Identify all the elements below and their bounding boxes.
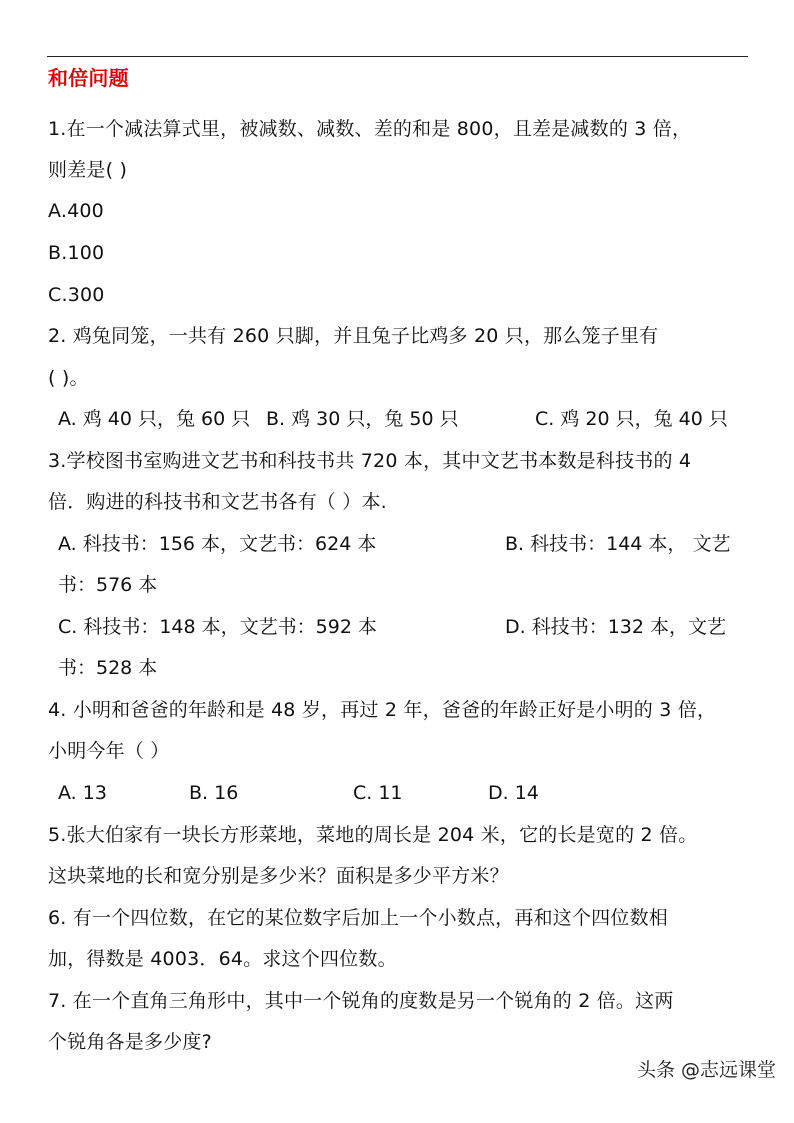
question-7-line-2: 个锐角各是多少度? bbox=[48, 1031, 212, 1053]
question-1-option-b: B.100 bbox=[48, 242, 105, 264]
question-4-line-1: 4. 小明和爸爸的年龄和是 48 岁，再过 2 年，爸爸的年龄正好是小明的 3 倍， bbox=[48, 699, 717, 721]
question-3-option-a: A. 科技书：156 本，文艺书：624 本 bbox=[58, 533, 377, 555]
question-3-line-1: 3.学校图书室购进文艺书和科技书共 720 本，其中文艺书本数是科技书的 4 bbox=[48, 450, 692, 472]
question-6-line-1: 6. 有一个四位数，在它的某位数字后加上一个小数点，再和这个四位数相 bbox=[48, 907, 668, 929]
question-1-option-c: C.300 bbox=[48, 284, 105, 306]
question-7-line-1: 7. 在一个直角三角形中，其中一个锐角的度数是另一个锐角的 2 倍。这两 bbox=[48, 990, 674, 1012]
question-5-line-2: 这块菜地的长和宽分别是多少米？面积是多少平方米？ bbox=[48, 865, 509, 887]
question-2-option-c: C. 鸡 20 只，兔 40 只 bbox=[535, 408, 728, 430]
question-4-option-d: D. 14 bbox=[488, 782, 539, 804]
question-4-option-b: B. 16 bbox=[189, 782, 239, 804]
question-5-line-1: 5.张大伯家有一块长方形菜地，菜地的周长是 204 米，它的长是宽的 2 倍。 bbox=[48, 824, 698, 846]
question-3-option-d: D. 科技书：132 本，文艺 bbox=[505, 616, 727, 638]
question-3-option-d-cont: 书：528 本 bbox=[58, 657, 158, 679]
question-1-line-2: 则差是( ) bbox=[48, 159, 128, 181]
watermark: 头条 @志远课堂 bbox=[636, 1059, 776, 1081]
question-4-option-a: A. 13 bbox=[58, 782, 107, 804]
question-3-option-c: C. 科技书：148 本，文艺书：592 本 bbox=[58, 616, 377, 638]
question-2-line-2: ( )。 bbox=[48, 367, 89, 389]
question-1-line-1: 1.在一个减法算式里，被减数、减数、差的和是 800，且差是减数的 3 倍， bbox=[48, 118, 692, 140]
question-3-option-b: B. 科技书：144 本， 文艺 bbox=[505, 533, 731, 555]
question-2-option-b: B. 鸡 30 只，兔 50 只 bbox=[266, 408, 459, 430]
top-rule bbox=[47, 56, 748, 57]
question-3-option-b-cont: 书：576 本 bbox=[58, 574, 158, 596]
question-2-line-1: 2. 鸡兔同笼，一共有 260 只脚，并且兔子比鸡多 20 只，那么笼子里有 bbox=[48, 325, 659, 347]
page-title: 和倍问题 bbox=[48, 66, 129, 90]
question-6-line-2: 加，得数是 4003．64。求这个四位数。 bbox=[48, 948, 397, 970]
question-4-line-2: 小明今年（ ） bbox=[48, 740, 170, 762]
question-4-option-c: C. 11 bbox=[353, 782, 403, 804]
question-2-option-a: A. 鸡 40 只，兔 60 只 bbox=[58, 408, 251, 430]
question-1-option-a: A.400 bbox=[48, 200, 104, 222]
question-3-line-2: 倍．购进的科技书和文艺书各有（ ）本. bbox=[48, 491, 387, 513]
